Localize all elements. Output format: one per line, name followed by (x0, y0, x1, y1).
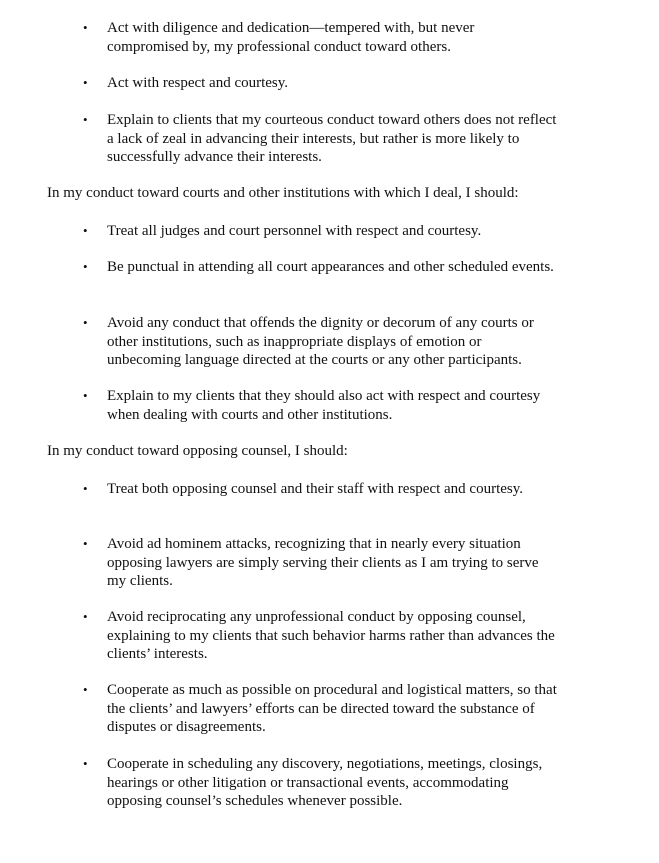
list-item (0, 480, 557, 499)
bullet-icon: • (83, 682, 88, 697)
list-item (0, 755, 557, 811)
list-item-text: Avoid reciprocating any unprofessional conduct by opposing counsel, explaining to my clients that such behavior harms rather than advances the clients’ interests. (107, 609, 555, 662)
bullet-icon: • (83, 20, 88, 35)
list-item-text: Cooperate as much as possible on procedural and logistical matters, so that the clients’ and lawyers’ efforts can be directed toward the substance of disputes or disagreements. (107, 682, 557, 735)
list-item (0, 535, 557, 591)
bullet-icon: • (83, 112, 88, 127)
list-item-text: Treat all judges and court personnel with respect and courtesy. (107, 223, 482, 239)
bullet-icon: • (83, 481, 88, 496)
list-item-text: Act with respect and courtesy. (107, 75, 289, 91)
list-item-text: Explain to my clients that they should also act with respect and courtesy when dealing with courts and other institutions. (107, 388, 541, 423)
list-item-text: Explain to clients that my courteous conduct toward others does not reflect a lack of zeal in advancing their interests, but rather is more likely to successfully advance their interests. (107, 112, 557, 165)
courts-intro-paragraph: In my conduct toward courts and other institutions with which I deal, I should: (47, 185, 519, 201)
list-item (0, 222, 557, 241)
list-item (0, 681, 557, 737)
list-item (0, 608, 557, 664)
bullet-icon: • (83, 223, 88, 238)
list-item (0, 314, 557, 370)
list-item (0, 74, 557, 93)
bullet-icon: • (83, 388, 88, 403)
bullet-icon: • (83, 536, 88, 551)
list-item-text: Avoid any conduct that offends the dignity or decorum of any courts or other institutions, such as inappropriate displays of emotion or unbecoming language directed at the courts or any other participants. (107, 315, 534, 368)
list-item-text: Treat both opposing counsel and their staff with respect and courtesy. (107, 481, 524, 497)
bullet-icon: • (83, 609, 88, 624)
list-item-text: Act with diligence and dedication—tempered with, but never compromised by, my professional conduct toward others. (107, 20, 475, 55)
list-item-text: Be punctual in attending all court appearances and other scheduled events. (107, 259, 554, 275)
counsel-intro-paragraph: In my conduct toward opposing counsel, I should: (47, 443, 348, 459)
bullet-icon: • (83, 756, 88, 771)
list-item (0, 258, 557, 277)
list-item-text: Avoid ad hominem attacks, recognizing that in nearly every situation opposing lawyers are simply serving their clients as I am trying to serve my clients. (107, 536, 539, 589)
list-item (0, 111, 557, 167)
bullet-icon: • (83, 75, 88, 90)
list-item (0, 387, 557, 424)
list-item (0, 19, 557, 56)
list-item-text: Cooperate in scheduling any discovery, negotiations, meetings, closings, hearings or other litigation or transactional events, accommodating opposing counsel’s schedules whenever possible. (107, 756, 543, 809)
bullet-icon: • (83, 259, 88, 274)
bullet-icon: • (83, 315, 88, 330)
